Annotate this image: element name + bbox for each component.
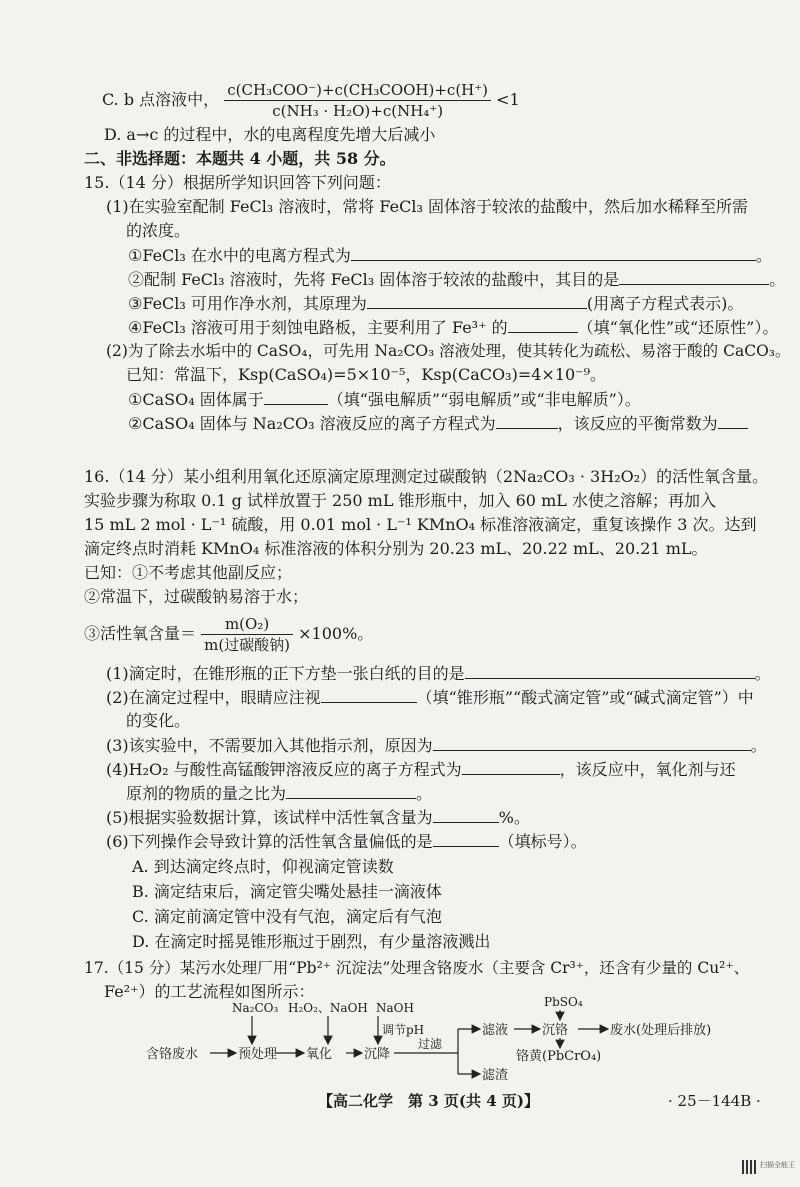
option-c-prefix: C. b 点溶液中， (102, 90, 220, 109)
q15-2-i (128, 388, 641, 411)
node-settling: 沉降 (364, 1047, 391, 1062)
node-wastewater: 废水(处理后排放) (610, 1023, 712, 1038)
q16-6-note: （填标号）。 (498, 832, 587, 851)
q15-1-iii-label: ③FeCl₃ 可用作净水剂，其原理为 (128, 294, 367, 313)
page-footer-code: · 25－144B · (668, 1092, 761, 1110)
answer-blank[interactable] (286, 782, 416, 799)
answer-blank[interactable] (433, 830, 499, 847)
q15-1-iv-label: ④FeCl₃ 溶液可用于刻蚀电路板，主要利用了 Fe³⁺ 的 (128, 318, 508, 337)
q16-2-cont: 的变化。 (126, 711, 191, 730)
q15-1-iii (128, 292, 743, 315)
answer-blank[interactable] (619, 268, 769, 285)
q16-title: 16.（14 分）某小组利用氧化还原滴定原理测定过碳酸钠（2Na₂CO₃ · 3H₂O₂）的活性氧含量。 (84, 467, 769, 486)
answer-blank[interactable] (264, 388, 328, 405)
q15-title: 15.（14 分）根据所学知识回答下列问题： (84, 173, 391, 192)
reagent-h2o2-naoh: H₂O₂、NaOH (288, 1001, 368, 1015)
q16-1-label: (1)滴定时，在锥形瓶的正下方垫一张白纸的目的是 (106, 664, 465, 683)
node-residue: 滤渣 (482, 1068, 509, 1082)
q15-1-ii: ②配制 FeCl₃ 溶液时，先将 FeCl₃ 固体溶于较浓的盐酸中，其目的是 。 (128, 270, 786, 289)
scanner-watermark: 扫描全能王 (760, 1161, 795, 1169)
node-chrome-precipitation: 沉铬 (542, 1023, 569, 1038)
q15-1-iii-note: (用离子方程式表示)。 (586, 294, 744, 313)
q16-5-note: %。 (498, 808, 530, 827)
option-d: D. a→c 的过程中，水的电离程度先增大后减小 (104, 125, 436, 144)
node-pretreatment: 预处理 (238, 1047, 278, 1062)
q15-2-known: 已知：常温下，Ksp(CaSO₄)=5×10⁻⁵，Ksp(CaCO₃)=4×10⁻⁹。 (126, 365, 607, 384)
option-c-suffix: <1 (496, 90, 520, 109)
q15-2-ii (128, 412, 748, 435)
answer-blank[interactable] (433, 806, 499, 823)
q16-2-note: （填“锥形瓶”“酸式滴定管”或“碱式滴定管”）中 (416, 688, 754, 707)
q16-3: (3)该实验中，不需要加入其他指示剂，原因为 。 (106, 736, 767, 755)
q15-2-i-note: （填“强电解质”“弱电解质”或“非电解质”）。 (327, 390, 641, 409)
q15-1-text: (1)在实验室配制 FeCl₃ 溶液时，常将 FeCl₃ 固体溶于较浓的盐酸中，然后加水稀释至所需 (106, 197, 748, 216)
option-c-denominator: c(NH₃ · H₂O)+c(NH₄⁺) (272, 102, 444, 120)
reagent-na2co3: Na₂CO₃ (232, 1001, 279, 1015)
q16-step-2: 15 mL 2 mol · L⁻¹ 硫酸，用 0.01 mol · L⁻¹ KMnO₄ 标准溶液滴定，重复该操作 3 次。达到 (84, 515, 757, 534)
qr-code-icon (742, 1160, 756, 1174)
process-flow-chart (0, 992, 800, 1082)
answer-blank[interactable] (496, 412, 558, 429)
q15-1-iv (128, 316, 778, 339)
option-c-fraction (224, 80, 491, 121)
q16-4-label: (4)H₂O₂ 与酸性高锰酸钾溶液反应的离子方程式为 (106, 760, 462, 779)
q16-6-label: (6)下列操作会导致计算的活性氧含量偏低的是 (106, 832, 433, 851)
q16-6 (106, 830, 587, 853)
q15-1-i-label: ①FeCl₃ 在水中的电离方程式为 (128, 246, 351, 265)
q17-title-cont: Fe²⁺）的工艺流程如图所示： (104, 982, 315, 1001)
answer-blank[interactable] (433, 734, 751, 751)
q15-1-iv-note: （填“氧化性”或“还原性”）。 (577, 318, 779, 337)
q15-2-ii-label: ②CaSO₄ 固体与 Na₂CO₃ 溶液反应的离子方程式为 (128, 414, 496, 433)
q16-known-1: 已知：①不考虑其他副反应； (84, 563, 293, 582)
q16-known-3-suffix: ×100%。 (298, 624, 374, 643)
node-start: 含铬废水 (146, 1047, 199, 1062)
q16-2 (106, 686, 754, 709)
page-footer-title: 【高二化学 第 3 页(共 4 页)】 (318, 1092, 539, 1110)
answer-blank[interactable] (465, 662, 755, 679)
q16-step-3: 滴定终点时消耗 KMnO₄ 标准溶液的体积分别为 20.23 mL、20.22 mL、20.21 mL。 (84, 539, 708, 558)
reagent-pbso4: PbSO₄ (544, 995, 583, 1009)
q15-1-text-cont: 的浓度。 (126, 221, 191, 240)
section-heading: 二、非选择题：本题共 4 小题，共 58 分。 (84, 149, 396, 168)
q16-4-cont: 原剂的物质的量之比为 。 (126, 784, 433, 803)
q16-known-2: ②常温下，过碳酸钠易溶于水； (84, 587, 309, 606)
q16-formula-fraction (201, 614, 293, 655)
q16-known-3 (84, 614, 373, 655)
q15-2-text: (2)为了除去水垢中的 CaSO₄，可先用 Na₂CO₃ 溶液处理，使其转化为疏松、易溶于酸的 CaCO₃。 (106, 342, 791, 360)
reagent-naoh: NaOH (376, 1001, 414, 1015)
node-oxidation: 氧化 (306, 1047, 333, 1062)
q16-4-cont-label: 原剂的物质的量之比为 (126, 784, 287, 803)
q16-5-label: (5)根据实验数据计算，该试样中活性氧含量为 (106, 808, 433, 827)
q16-4 (106, 758, 736, 781)
answer-blank[interactable] (462, 758, 560, 775)
q16-known-3-prefix: ③活性氧含量＝ (84, 624, 197, 643)
answer-blank[interactable] (321, 686, 417, 703)
answer-blank[interactable] (718, 412, 748, 429)
q16-6-option-b: B. 滴定结束后，滴定管尖嘴处悬挂一滴液体 (132, 882, 442, 901)
q16-5 (106, 806, 530, 829)
answer-blank[interactable] (351, 244, 756, 261)
answer-blank[interactable] (367, 292, 587, 309)
q15-1-ii-label: ②配制 FeCl₃ 溶液时，先将 FeCl₃ 固体溶于较浓的盐酸中，其目的是 (128, 270, 620, 289)
option-c (102, 80, 520, 121)
q16-4-note: ，该反应中，氧化剂与还 (559, 760, 736, 779)
q15-2-i-label: ①CaSO₄ 固体属于 (128, 390, 264, 409)
q16-6-option-a: A. 到达滴定终点时，仰视滴定管读数 (132, 857, 394, 876)
answer-blank[interactable] (508, 316, 578, 333)
q16-2-label: (2)在滴定过程中，眼睛应注视 (106, 688, 321, 707)
q15-1-i: ①FeCl₃ 在水中的电离方程式为 。 (128, 246, 772, 265)
q16-formula-denominator: m(过碳酸钠) (204, 636, 291, 654)
q16-1: (1)滴定时，在锥形瓶的正下方垫一张白纸的目的是 。 (106, 664, 771, 683)
option-c-numerator: c(CH₃COO⁻)+c(CH₃COOH)+c(H⁺) (224, 80, 491, 101)
q15-2-ii-note: ，该反应的平衡常数为 (557, 414, 718, 433)
q16-step-1: 实验步骤为称取 0.1 g 试样放置于 250 mL 锥形瓶中，加入 60 mL 水使之溶解；再加入 (84, 491, 716, 510)
q16-formula-numerator: m(O₂) (201, 614, 293, 635)
q16-6-option-d: D. 在滴定时摇晃锥形瓶过于剧烈，有少量溶液溅出 (132, 932, 491, 951)
label-filter: 过滤 (418, 1037, 443, 1051)
node-chrome-yellow: 铬黄(PbCrO₄) (516, 1049, 602, 1064)
q16-3-label: (3)该实验中，不需要加入其他指示剂，原因为 (106, 736, 433, 755)
q17-title: 17.（15 分）某污水处理厂用“Pb²⁺ 沉淀法”处理含铬废水（主要含 Cr³⁺，还含有少量的 Cu²⁺、 (84, 959, 750, 977)
q16-6-option-c: C. 滴定前滴定管中没有气泡，滴定后有气泡 (132, 907, 442, 926)
reagent-adjust-ph: 调节pH (382, 1023, 425, 1037)
node-filtrate: 滤液 (482, 1023, 509, 1038)
